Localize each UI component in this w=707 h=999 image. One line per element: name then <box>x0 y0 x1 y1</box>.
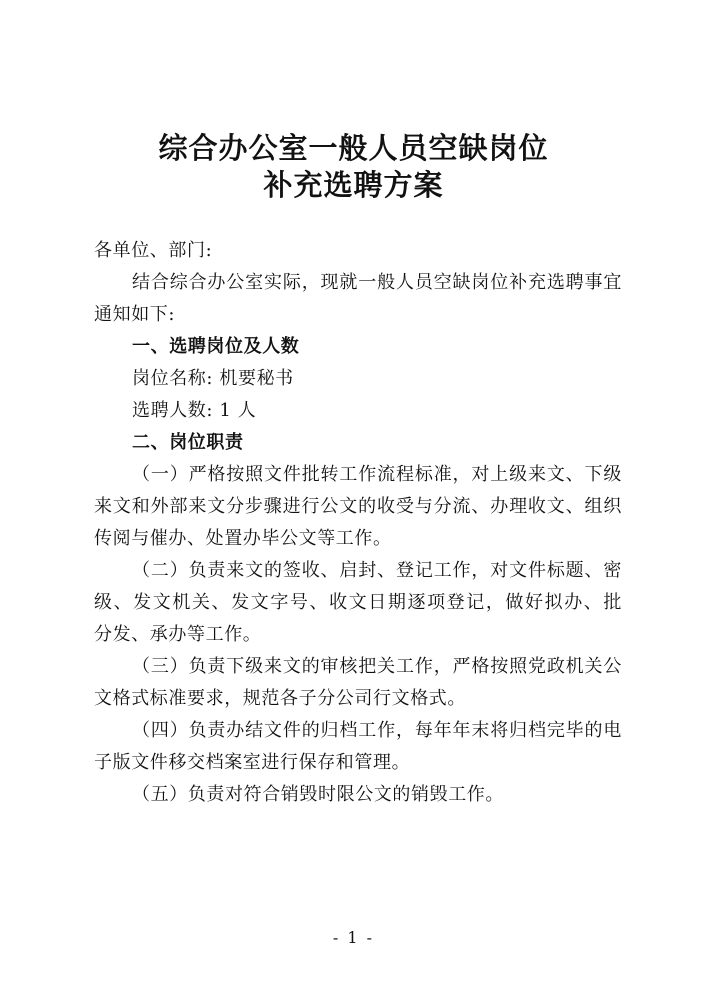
duty-5-line-1: （五）负责对符合销毁时限公文的销毁工作。 <box>132 784 504 805</box>
page-number: - 1 - <box>332 928 375 947</box>
duty-1-line-1: （一）严格按照文件批转工作流程标准，对上级来文、下级 <box>132 464 622 485</box>
duty-4-line-2: 子版文件移交档案室进行保存和管理。 <box>94 752 411 773</box>
section-2-heading: 二、岗位职责 <box>132 432 244 453</box>
duty-1-line-2: 来文和外部来文分步骤进行公文的收受与分流、办理收文、组织 <box>94 496 622 517</box>
document-title-line-2: 补充选聘方案 <box>263 168 444 202</box>
document-title-line-1: 综合办公室一般人员空缺岗位 <box>158 131 549 165</box>
section-1-heading: 一、选聘岗位及人数 <box>132 336 300 357</box>
duty-2-line-2: 级、发文机关、发文字号、收文日期逐项登记，做好拟办、批 <box>94 592 622 613</box>
salutation: 各单位、部门: <box>94 240 213 261</box>
duty-3-line-2: 文格式标准要求，规范各子分公司行文格式。 <box>94 688 466 709</box>
intro-line-1: 结合综合办公室实际，现就一般人员空缺岗位补充选聘事宜 <box>132 272 622 293</box>
document-body <box>94 235 622 811</box>
recruit-count-line: 选聘人数: 1 人 <box>132 400 257 421</box>
duty-4-line-1: （四）负责办结文件的归档工作，每年年末将归档完毕的电 <box>132 720 622 741</box>
duty-2-line-1: （二）负责来文的签收、启封、登记工作，对文件标题、密 <box>132 560 622 581</box>
intro-line-2: 通知如下: <box>94 304 176 325</box>
duty-1-line-3: 传阅与催办、处置办毕公文等工作。 <box>94 528 392 549</box>
position-name-line: 岗位名称: 机要秘书 <box>132 368 294 389</box>
duty-2-line-3: 分发、承办等工作。 <box>94 624 262 645</box>
duty-3-line-1: （三）负责下级来文的审核把关工作，严格按照党政机关公 <box>132 656 622 677</box>
